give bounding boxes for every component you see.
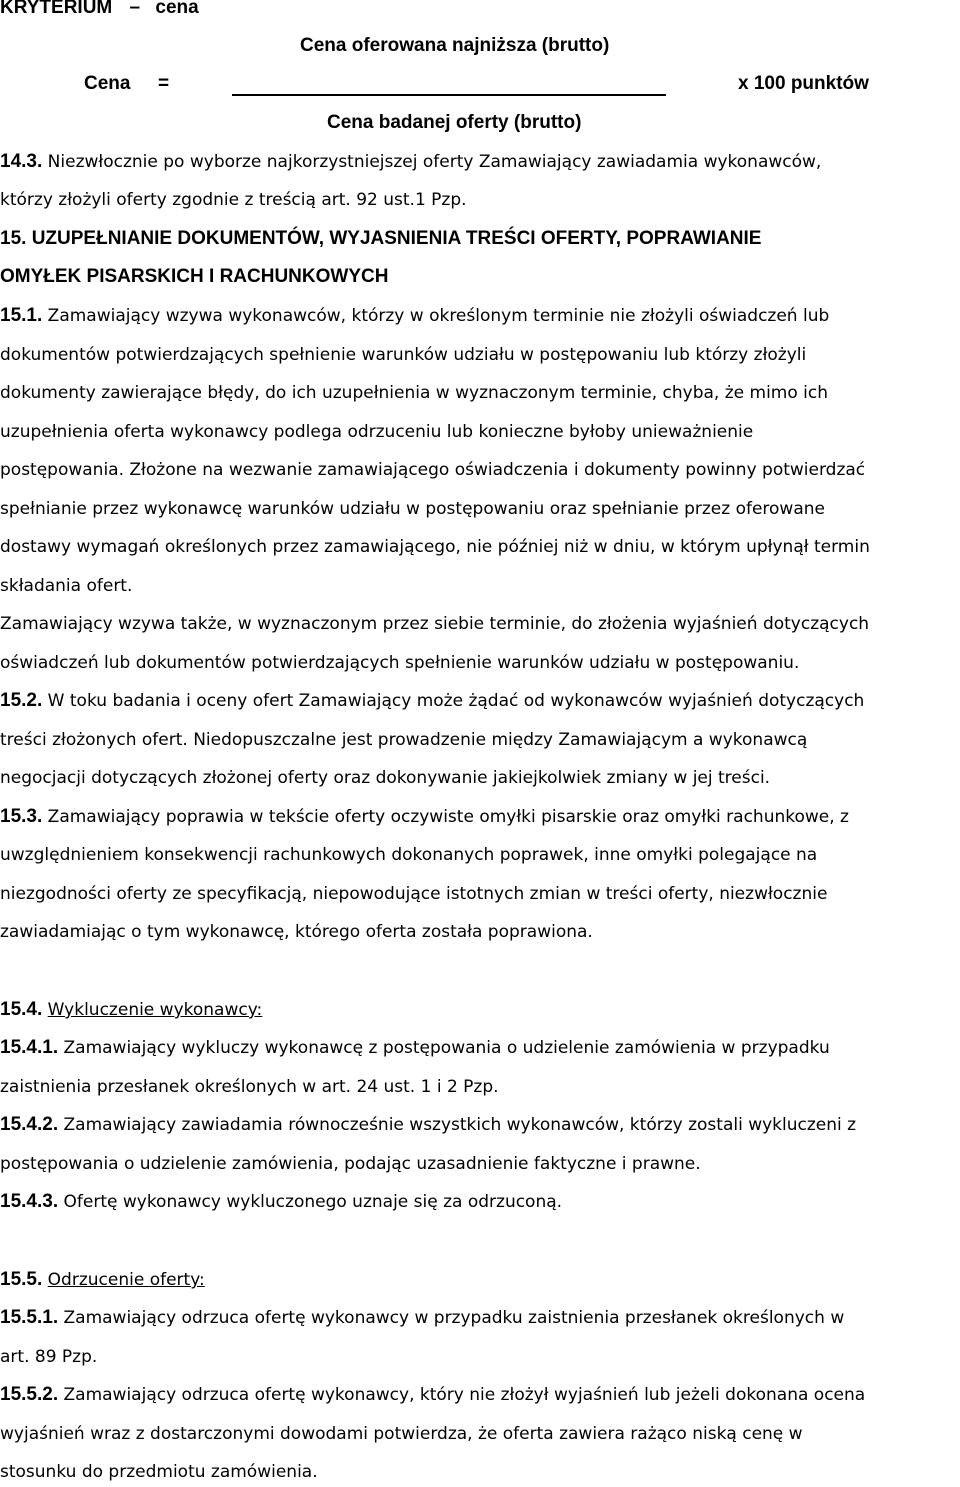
s15-5-2-text: Zamawiający odrzuca ofertę wykonawcy, który nie złożył wyjaśnień lub jeżeli dokonana ocena (58, 1385, 866, 1405)
criterion-label: KRYTERIUM (0, 0, 113, 18)
s15-1-line5: postępowania. Złożone na wezwanie zamawiającego oświadczenia i dokumenty powinny potwierdzać (0, 460, 866, 480)
s15-1-line4: uzupełnienia oferta wykonawcy podlega odrzuceniu lub konieczne byłoby unieważnienie (0, 422, 754, 442)
s15-2-line1 (0, 690, 864, 712)
s15-5-1-text: Zamawiający odrzuca ofertę wykonawcy w przypadku zaistnienia przesłanek określonych w (58, 1308, 845, 1328)
s15-1-line1 (0, 305, 829, 327)
s14-3-number: 14.3. (0, 151, 43, 172)
s15-5-2-line1 (0, 1384, 865, 1406)
s15-4-1-number: 15.4.1. (0, 1037, 59, 1058)
s15-3-number: 15.3. (0, 806, 43, 827)
s15-1-line8: składania ofert. (0, 576, 133, 596)
s15-1-line6: spełnianie przez wykonawcę warunków udziału w postępowaniu oraz spełnianie przez oferowane (0, 499, 825, 519)
s15-4-2-line1 (0, 1114, 856, 1136)
s15-4-2-text: Zamawiający zawiadamia równocześnie wszystkich wykonawców, którzy zostali wykluczeni z (58, 1115, 857, 1135)
formula-lhs: Cena (84, 73, 131, 94)
s15-5-heading (0, 1269, 205, 1291)
s15-4-3-line1 (0, 1191, 562, 1213)
formula-rhs: x 100 punktów (738, 73, 869, 94)
section-15-heading-line2: OMYŁEK PISARSKICH I RACHUNKOWYCH (0, 266, 389, 287)
criterion-value: cena (155, 0, 199, 18)
s15-4-2-line2: postępowania o udzielenie zamówienia, podając uzasadnienie faktyczne i prawne. (0, 1154, 701, 1174)
s15-4-3-number: 15.4.3. (0, 1191, 59, 1212)
s15-3-line4: zawiadamiając o tym wykonawcę, którego oferta została poprawiona. (0, 922, 593, 942)
s15-5-2-line3: stosunku do przedmiotu zamówienia. (0, 1462, 318, 1482)
s15-4-number: 15.4. (0, 999, 43, 1020)
s14-3-line1 (0, 151, 821, 173)
s15-4-2-number: 15.4.2. (0, 1114, 59, 1135)
s15-3-line3: niezgodności oferty ze specyfikacją, niepowodujące istotnych zmian w treści oferty, niezwłocznie (0, 884, 828, 904)
s15-1-line2: dokumentów potwierdzających spełnienie warunków udziału w postępowaniu lub którzy złożyli (0, 345, 807, 365)
formula-numerator: Cena oferowana najniższa (brutto) (300, 35, 610, 56)
criterion-heading (0, 0, 199, 19)
criterion-dash: – (129, 0, 141, 18)
s15-5-2-number: 15.5.2. (0, 1384, 59, 1405)
s15-1-line7: dostawy wymagań określonych przez zamawiającego, nie później niż w dniu, w którym upłynął termin (0, 537, 870, 557)
s15-4-heading (0, 999, 262, 1021)
s15-5-1-number: 15.5.1. (0, 1307, 59, 1328)
section-15-title: UZUPEŁNIANIE DOKUMENTÓW, WYJASNIENIA TREŚCI OFERTY, POPRAWIANIE (26, 228, 762, 249)
section-15-heading (0, 228, 761, 250)
s15-1-line3: dokumenty zawierające błędy, do ich uzupełnienia w wyznaczonym terminie, chyba, że mimo ich (0, 383, 829, 403)
s15-1-line10: oświadczeń lub dokumentów potwierdzających spełnienie warunków udziału w postępowaniu. (0, 653, 800, 673)
s15-4-1-line1 (0, 1037, 830, 1059)
s15-4-1-text: Zamawiający wykluczy wykonawcę z postępowania o udzielenie zamówienia w przypadku (58, 1038, 830, 1058)
s15-3-text: Zamawiający poprawia w tekście oferty oczywiste omyłki pisarskie oraz omyłki rachunkowe, z (42, 807, 849, 827)
s15-2-line3: negocjacji dotyczących złożonej oferty oraz dokonywanie jakiejkolwiek zmiany w jej treści. (0, 768, 771, 788)
s14-3-line2: którzy złożyli oferty zgodnie z treścią art. 92 ust.1 Pzp. (0, 190, 467, 210)
s15-5-1-line1 (0, 1307, 844, 1329)
s15-1-text: Zamawiający wzywa wykonawców, którzy w określonym terminie nie złożyli oświadczeń lub (42, 306, 830, 326)
s15-1-line9: Zamawiający wzywa także, w wyznaczonym przez siebie terminie, do złożenia wyjaśnień dotyczących (0, 614, 870, 634)
s15-5-1-line2: art. 89 Pzp. (0, 1347, 98, 1367)
s14-3-text: Niezwłocznie po wyborze najkorzystniejszej oferty Zamawiający zawiadamia wykonawców, (42, 152, 822, 172)
s15-1-number: 15.1. (0, 305, 43, 326)
formula-fraction-line (232, 94, 666, 96)
s15-2-text: W toku badania i oceny ofert Zamawiający może żądać od wykonawców wyjaśnień dotyczących (42, 691, 865, 711)
s15-2-number: 15.2. (0, 690, 43, 711)
s15-3-line1 (0, 806, 849, 828)
s15-4-3-text: Ofertę wykonawcy wykluczonego uznaje się za odrzuconą. (58, 1192, 563, 1212)
s15-4-1-line2: zaistnienia przesłanek określonych w art. 24 ust. 1 i 2 Pzp. (0, 1077, 499, 1097)
section-15-number: 15. (0, 228, 27, 249)
s15-4-title: Wykluczenie wykonawcy: (47, 1000, 263, 1020)
formula-equals: = (158, 73, 170, 94)
s15-3-line2: uwzględnieniem konsekwencji rachunkowych dokonanych poprawek, inne omyłki polegające na (0, 845, 818, 865)
s15-2-line2: treści złożonych ofert. Niedopuszczalne jest prowadzenie między Zamawiającym a wykonawcą (0, 730, 808, 750)
formula-denominator: Cena badanej oferty (brutto) (327, 112, 582, 133)
s15-5-number: 15.5. (0, 1269, 43, 1290)
s15-5-2-line2: wyjaśnień wraz z dostarczonymi dowodami potwierdza, że oferta zawiera rażąco niską cenę w (0, 1424, 803, 1444)
s15-5-title: Odrzucenie oferty: (47, 1270, 205, 1290)
